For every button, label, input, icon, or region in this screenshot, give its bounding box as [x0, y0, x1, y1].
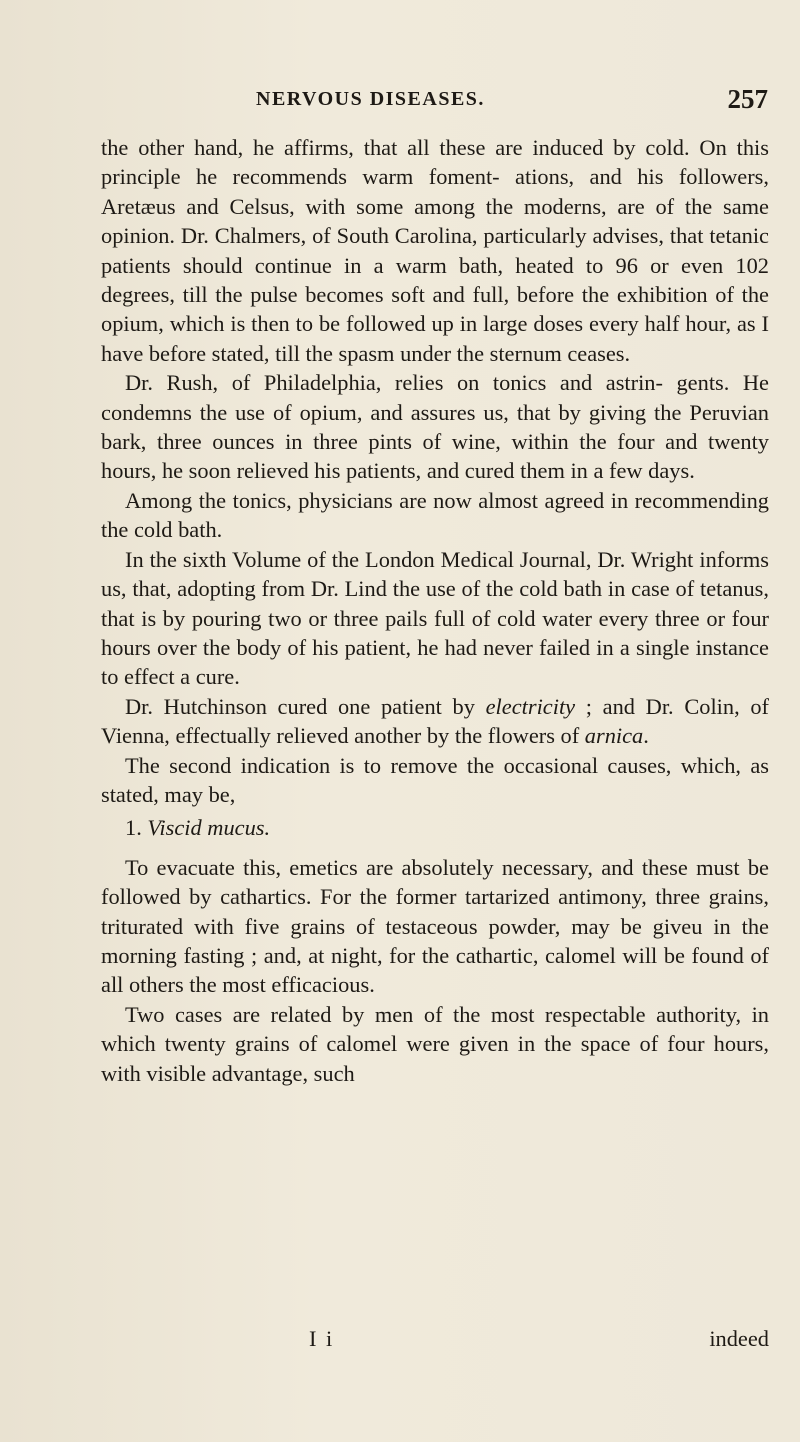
paragraph — [101, 692, 769, 751]
page-number: 257 — [727, 84, 768, 114]
section-heading — [101, 813, 769, 842]
emphasized-term: arnica — [584, 723, 644, 749]
paragraph: Dr. Rush, of Philadelphia, relies on tonics and astrin- gents. He condemns the use of opium, and assures us, that by giving the Peruvian bark, three ounces in three pints of wine, within the four and twenty hours, he soon relieved his patients, and cured them in a few days. — [101, 370, 769, 484]
heading-text: Viscid mucus. — [147, 815, 271, 841]
heading-number: 1. — [125, 815, 148, 841]
paragraph: The second indication is to remove the occasional causes, which, as stated, may be, — [101, 752, 769, 807]
signature-mark: I i — [309, 1326, 335, 1351]
paragraph-text: Dr. Hutchinson cured one patient by — [125, 693, 486, 719]
paragraph-text: . — [643, 723, 649, 749]
paragraph: Two cases are related by men of the most respectable authority, in which twenty grains of calomel were given in the space of four hours, with visible advantage, such — [101, 1001, 769, 1086]
paragraph: Among the tonics, physicians are now almost agreed in recommending the cold bath. — [101, 487, 769, 543]
catchword: indeed — [709, 1326, 769, 1351]
paragraph-text: ; and Dr. Colin, of Vienna, effectually relieved another by the flowers of — [101, 693, 770, 749]
page-footer — [101, 1326, 769, 1360]
running-head: NERVOUS DISEASES. — [256, 88, 485, 110]
paragraph: the other hand, he affirms, that all these are induced by cold. On this principle he recommends warm foment- ations, and his followers, Aretæus and Celsus, with some among the moderns, are of the same opinion. Dr. Chalmers, of South Carolina, particularly advises, that tetanic patients should continue in a warm bath, heated to 96 or even 102 degrees, till the pulse becomes soft and full, before the exhibition of the opium, which is then to be followed up in large doses every half hour, as I have before stated, till the spasm under the sternum ceases. — [101, 135, 769, 366]
page-header — [118, 84, 768, 120]
paragraph: To evacuate this, emetics are absolutely necessary, and these must be followed by cathartics. For the former tartarized antimony, three grains, triturated with five grains of testaceous powder, may be giveu in the morning fasting ; and, at night, for the cathartic, calomel will be found of all others the most efficacious. — [101, 854, 769, 998]
paragraph: In the sixth Volume of the London Medical Journal, Dr. Wright informs us, that, adopting from Dr. Lind the use of the cold bath in case of tetanus, that is by pouring two or three pails full of cold water every three or four hours over the body of his patient, he had never failed in a single instance to effect a cure. — [101, 546, 769, 690]
body-text — [101, 133, 769, 1088]
emphasized-term: electricity — [485, 693, 576, 719]
